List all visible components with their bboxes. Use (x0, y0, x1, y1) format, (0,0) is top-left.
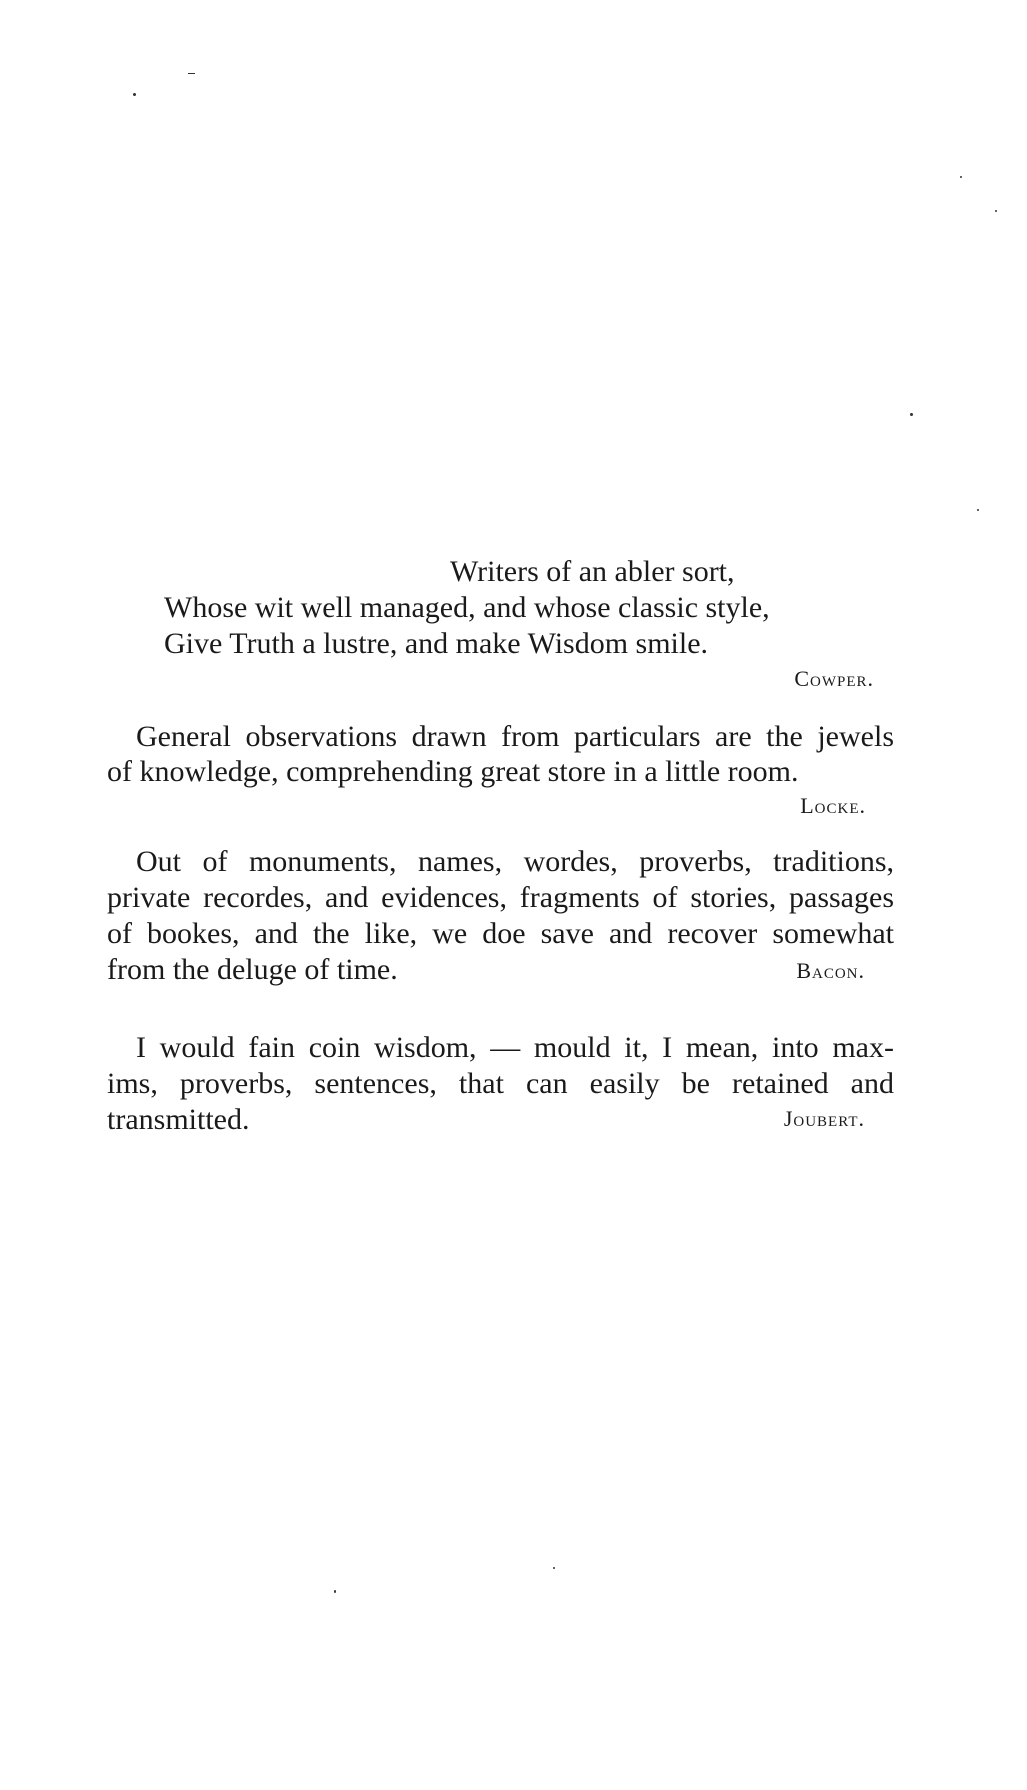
verse-line: Give Truth a lustre, and make Wisdom smile. (164, 627, 709, 660)
scan-speck (995, 210, 997, 212)
author-attribution: Bacon. (796, 958, 865, 983)
prose-line: I would fain coin wisdom, — mould it, I mean, into max- (136, 1031, 894, 1064)
author-attribution: Cowper. (794, 666, 874, 691)
prose-line: transmitted. (107, 1103, 250, 1136)
scan-speck (960, 176, 962, 178)
author-attribution: Joubert. (783, 1106, 865, 1131)
scan-speck (188, 73, 195, 74)
prose-line: of bookes, and the like, we doe save and recover somewhat (107, 917, 894, 950)
author-attribution: Locke. (800, 793, 866, 818)
prose-line: General observations drawn from particulars are the jewels (136, 720, 894, 753)
scan-speck (553, 1567, 555, 1569)
scan-speck (977, 509, 979, 511)
scan-speck (133, 93, 136, 96)
verse-line: Whose wit well managed, and whose classic style, (164, 591, 770, 624)
scan-speck (910, 413, 913, 416)
prose-line: Out of monuments, names, wordes, proverbs, traditions, (136, 845, 894, 878)
scan-speck (334, 1590, 336, 1593)
prose-line: private recordes, and evidences, fragments of stories, passages (107, 881, 894, 914)
verse-line: Writers of an abler sort, (450, 555, 735, 588)
prose-line: from the deluge of time. (107, 953, 398, 986)
prose-line: of knowledge, comprehending great store in a little room. (107, 755, 799, 788)
prose-line: ims, proverbs, sentences, that can easily be retained and (107, 1067, 894, 1100)
